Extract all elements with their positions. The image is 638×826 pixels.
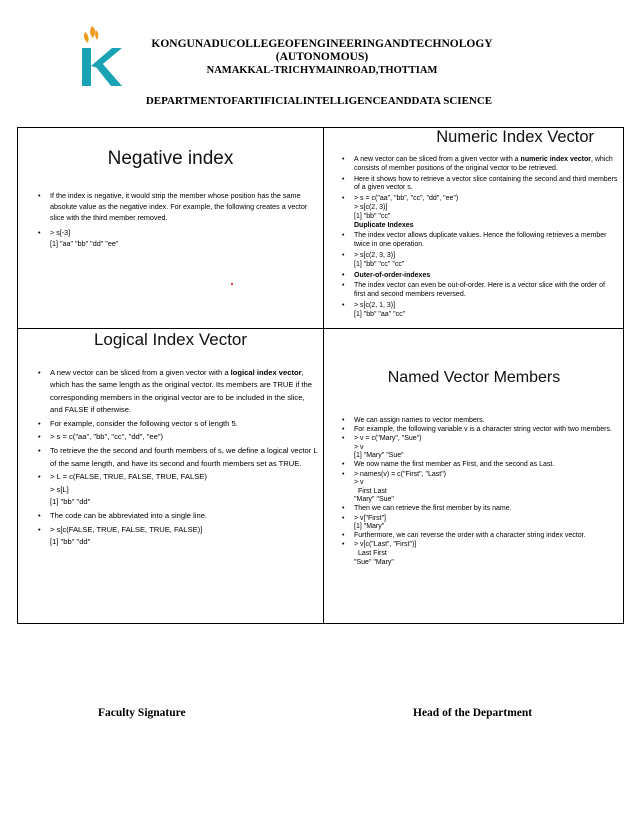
code-output: [1] "aa" "bb" "dd" "ee" xyxy=(50,239,119,248)
list-item: • Furthermore, we can reverse the order with a character string index vector. xyxy=(340,532,620,541)
list-item: • > v = c("Mary", "Sue") > v [1] "Mary" "Sue" xyxy=(340,435,620,461)
list-item: • > s = c("aa", "bb", "cc", "dd", "ee") xyxy=(36,431,318,443)
slide-bullet-list xyxy=(36,190,314,253)
list-item: • If the index is negative, it would strip the member whose position has the same absolute value as the negative index. For example, the following creates a vector slice with the third member removed. xyxy=(36,190,314,223)
list-item: • A new vector can be sliced from a given vector with a logical index vector, which has the same length as the original vector. Its members are TRUE if the corresponding members in the original vector are to be included in the slice, and FALSE if otherwise. xyxy=(36,367,318,416)
slide-bullet-list xyxy=(340,417,620,568)
list-item: • For example, the following variable v is a character string vector with two members. xyxy=(340,426,620,435)
stray-mark xyxy=(231,283,233,285)
list-item: • > s[c(2, 3, 3)] [1] "bb" "cc" "cc" xyxy=(340,252,618,270)
slide-numeric-index-vector xyxy=(324,128,624,328)
list-item: • > s = c("aa", "bb", "cc", "dd", "ee") > s[c(2, 3)] [1] "bb" "cc" Duplicate Indexes xyxy=(340,195,618,230)
college-name: KONGUNADUCOLLEGEOFENGINEERINGANDTECHNOLOGY xyxy=(151,38,493,50)
slide-title: Negative index xyxy=(107,148,234,169)
subheading: Duplicate Indexes xyxy=(354,221,414,229)
faculty-signature-label: Faculty Signature xyxy=(98,707,186,719)
list-item: • > L = c(FALSE, TRUE, FALSE, TRUE, FALSE) > s[L] [1] "bb" "dd" xyxy=(36,471,318,508)
slide-title: Logical Index Vector xyxy=(93,330,248,349)
slide-grid xyxy=(17,127,624,624)
list-item: • The index vector can even be out-of-order. Here is a vector slice with the order of first and second members reversed. xyxy=(340,282,618,300)
college-address: NAMAKKAL-TRICHYMAINROAD,THOTTIAM xyxy=(206,65,438,76)
slide-title: Named Vector Members xyxy=(387,369,561,386)
list-item: • For example, consider the following vector s of length 5. xyxy=(36,418,318,430)
list-item: • > s[c(2, 1, 3)] [1] "bb" "aa" "cc" xyxy=(340,302,618,320)
list-item: • We now name the first member as First, and the second as Last. xyxy=(340,461,620,470)
slide-title: Numeric Index Vector xyxy=(436,128,594,146)
slide-named-vector-members xyxy=(324,329,624,624)
list-item: • Then we can retrieve the first member by its name. xyxy=(340,505,620,514)
slide-bullet-list xyxy=(340,156,618,322)
slide-bullet-list xyxy=(36,367,318,550)
code-line: • > s[-3] xyxy=(50,228,71,237)
list-item: • A new vector can be sliced from a given vector with a numeric index vector, which consists of member positions of the original vector to be retrieved. xyxy=(340,156,618,174)
department-name: DEPARTMENTOFARTIFICIALINTELLIGENCEANDDATA SCIENCE xyxy=(145,95,493,107)
slide-negative-index xyxy=(18,128,323,328)
letterhead xyxy=(0,0,638,120)
college-status: (AUTONOMOUS) xyxy=(275,51,369,63)
list-item: • The code can be abbreviated into a single line. xyxy=(36,510,318,522)
list-item: • To retrieve the the second and fourth members of s, we define a logical vector L of the same length, and have its second and fourth members set as TRUE. xyxy=(36,445,318,470)
hod-signature-label: Head of the Department xyxy=(413,707,533,719)
college-name-block xyxy=(132,38,512,77)
list-item: • > v[c("Last", "First")] Last First "Sue" "Mary" xyxy=(340,541,620,567)
slide-logical-index-vector xyxy=(18,329,323,624)
list-item xyxy=(36,227,314,249)
list-item: • > names(v) = c("First", "Last") > v First Last "Mary" "Sue" xyxy=(340,471,620,505)
list-item: • > s[c(FALSE, TRUE, FALSE, TRUE, FALSE)] [1] "bb" "dd" xyxy=(36,524,318,549)
list-item: • The index vector allows duplicate values. Hence the following retrieves a member twice in one operation. xyxy=(340,232,618,250)
list-item: • > v["First"] [1] "Mary" xyxy=(340,515,620,532)
list-item: • Here it shows how to retrieve a vector slice containing the second and third members of a given vector s. xyxy=(340,176,618,194)
college-logo-icon xyxy=(78,24,124,88)
list-item-subheading: • Outer-of-order-indexes xyxy=(340,272,618,281)
list-item: • We can assign names to vector members. xyxy=(340,417,620,426)
